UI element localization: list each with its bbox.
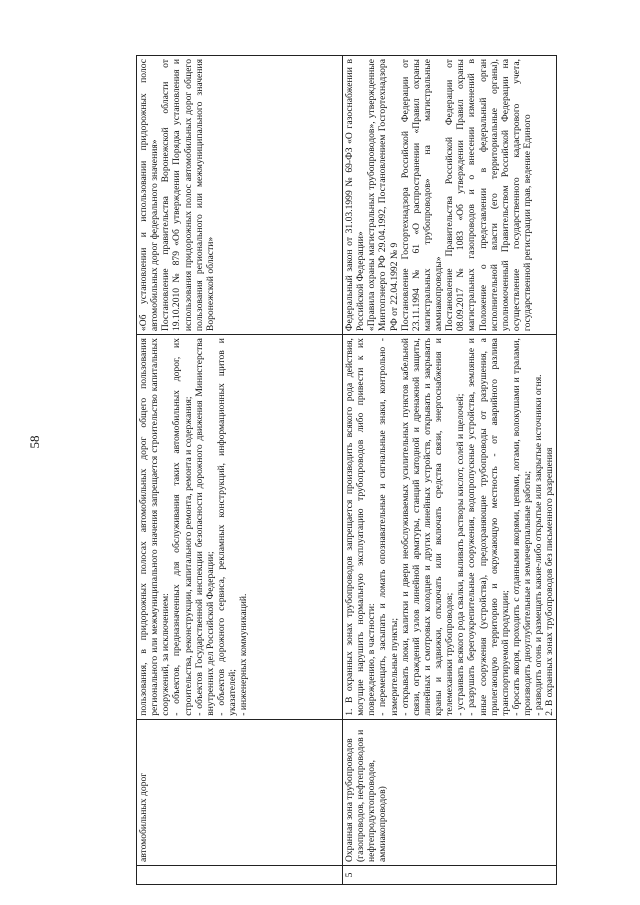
requirement-paragraph: - открывать люки, калитки и двери необслуживаемых усилительных пунктов кабельной связи, ограждений узлов линейной арматуры, станций катодной и дренажной защиты, линейных и смотровых колодцев и других линейных устройств, открывать и закрывать краны и задвижки, отключать или включать средства связи, энергоснабжения и телемеханики трубопроводов; — [399, 338, 456, 716]
zone-name-cell — [137, 719, 343, 865]
requirement-paragraph: - разводить огонь и размещать какие-либо открытые или закрытые источники огня. — [533, 374, 545, 716]
requirement-paragraph: - инженерных коммуникаций. — [238, 593, 250, 716]
row-number-cell — [137, 866, 343, 885]
requirement-paragraph: - устраивать всякого рода свалки, выливать растворы кислот, солей и щелочей; — [455, 393, 467, 716]
rotated-page — [112, 0, 640, 905]
table-row — [343, 56, 557, 885]
requirements-cell — [137, 335, 343, 720]
requirements-cell — [343, 335, 557, 720]
requirement-paragraph: - перемещать, засыпать и ломать опознавательные и сигнальные знаки, контрольно - измерительные пункты; — [377, 338, 400, 716]
document-paragraph: Постановление Правительства Российской Федерации от 08.09.2017 № 1083 «Об утверждении Правил охраны магистральных газопроводов и о внесении изменений в Положение о представлении в федеральный орган исполнительной власти (его территориальные органы), уполномоченный Правительством Российской Федерации на осуществление государственного кадастрового учета, государственной регистрации прав, ведение Единого — [444, 59, 533, 332]
documents-cell — [343, 56, 557, 335]
requirement-paragraph: - объектов дорожного сервиса, рекламных конструкций, информационных щитов и указателей; — [215, 338, 238, 716]
requirement-paragraph: пользования, в придорожных полосах автомобильных дорог общего пользования регионального или межмуниципального значения запрещается строительство капитальных сооружений, за исключением: — [138, 338, 172, 716]
requirement-paragraph: - объектов Государственной инспекции безопасности дорожного движения Министерства внутренних дел Российской Федерации; — [193, 338, 216, 716]
document-paragraph: Постановление Госгортехнадзора Российской Федерации от 23.11.1994 № 61 «О распространении «Правил охраны магистральных трубопроводов» на магистральные аммиакопроводы» — [399, 59, 444, 332]
page-number: 58 — [27, 435, 42, 449]
regulations-table — [136, 55, 557, 885]
requirement-paragraph: - бросать якоря, проходить с отданными якорями, цепями, лотами, волокушами и тралами, производить дноуглубительные и землечерпальные работы; — [510, 338, 533, 716]
document-paragraph: Федеральный закон от 31.03.1999 № 69-ФЗ «О газоснабжении в Российской Федерации» — [344, 59, 367, 332]
zone-name-cell — [343, 719, 557, 865]
requirement-paragraph: 2. В охранных зонах трубопроводов без письменного разрешения — [544, 447, 556, 716]
requirement-paragraph: 1. В охранных зонах трубопроводов запрещается производить всякого рода действия, могущие нарушить нормальную эксплуатацию трубопроводов либо привести к их повреждению, в частности: — [344, 338, 378, 716]
document-paragraph: «Правила охраны магистральных трубопроводов», утвержденные Минтопэнерго РФ 29.04.1992, Постановлением Госгортехнадзора РФ от 22.04.1992 № 9 — [366, 59, 400, 332]
documents-cell — [137, 56, 343, 335]
document-paragraph: «Об установлении и использовании придорожных полос автомобильных дорог федерального значения» — [138, 59, 161, 332]
zone-name-text: Охранная зона трубопроводов (газопроводов, нефтепроводов и нефтепродуктопроводов, аммиакопроводов) — [344, 729, 389, 863]
document-paragraph: Постановление правительства Воронежской области от 19.10.2010 № 879 «Об утверждении Порядка установления и использования придорожных полос автомобильных дорог общего пользования регионального или межмуниципального значения Воронежской области» — [160, 59, 216, 332]
row-number-cell: 5 — [343, 866, 557, 885]
table-row — [137, 56, 343, 885]
zone-name-text: автомобильных дорог — [138, 772, 149, 863]
requirement-paragraph: - объектов, предназначенных для обслуживания таких автомобильных дорог, их строительства, реконструкции, капитального ремонта, ремонта и содержания; — [171, 338, 194, 716]
requirement-paragraph: - разрушать берегоукрепительные сооружения, водопропускные устройства, земляные и иные сооружения (устройства), предохраняющие трубопроводы от разрушения, а прилегающую территорию и окружающую местность - от аварийного разлива транспортируемой продукции; — [466, 338, 511, 716]
